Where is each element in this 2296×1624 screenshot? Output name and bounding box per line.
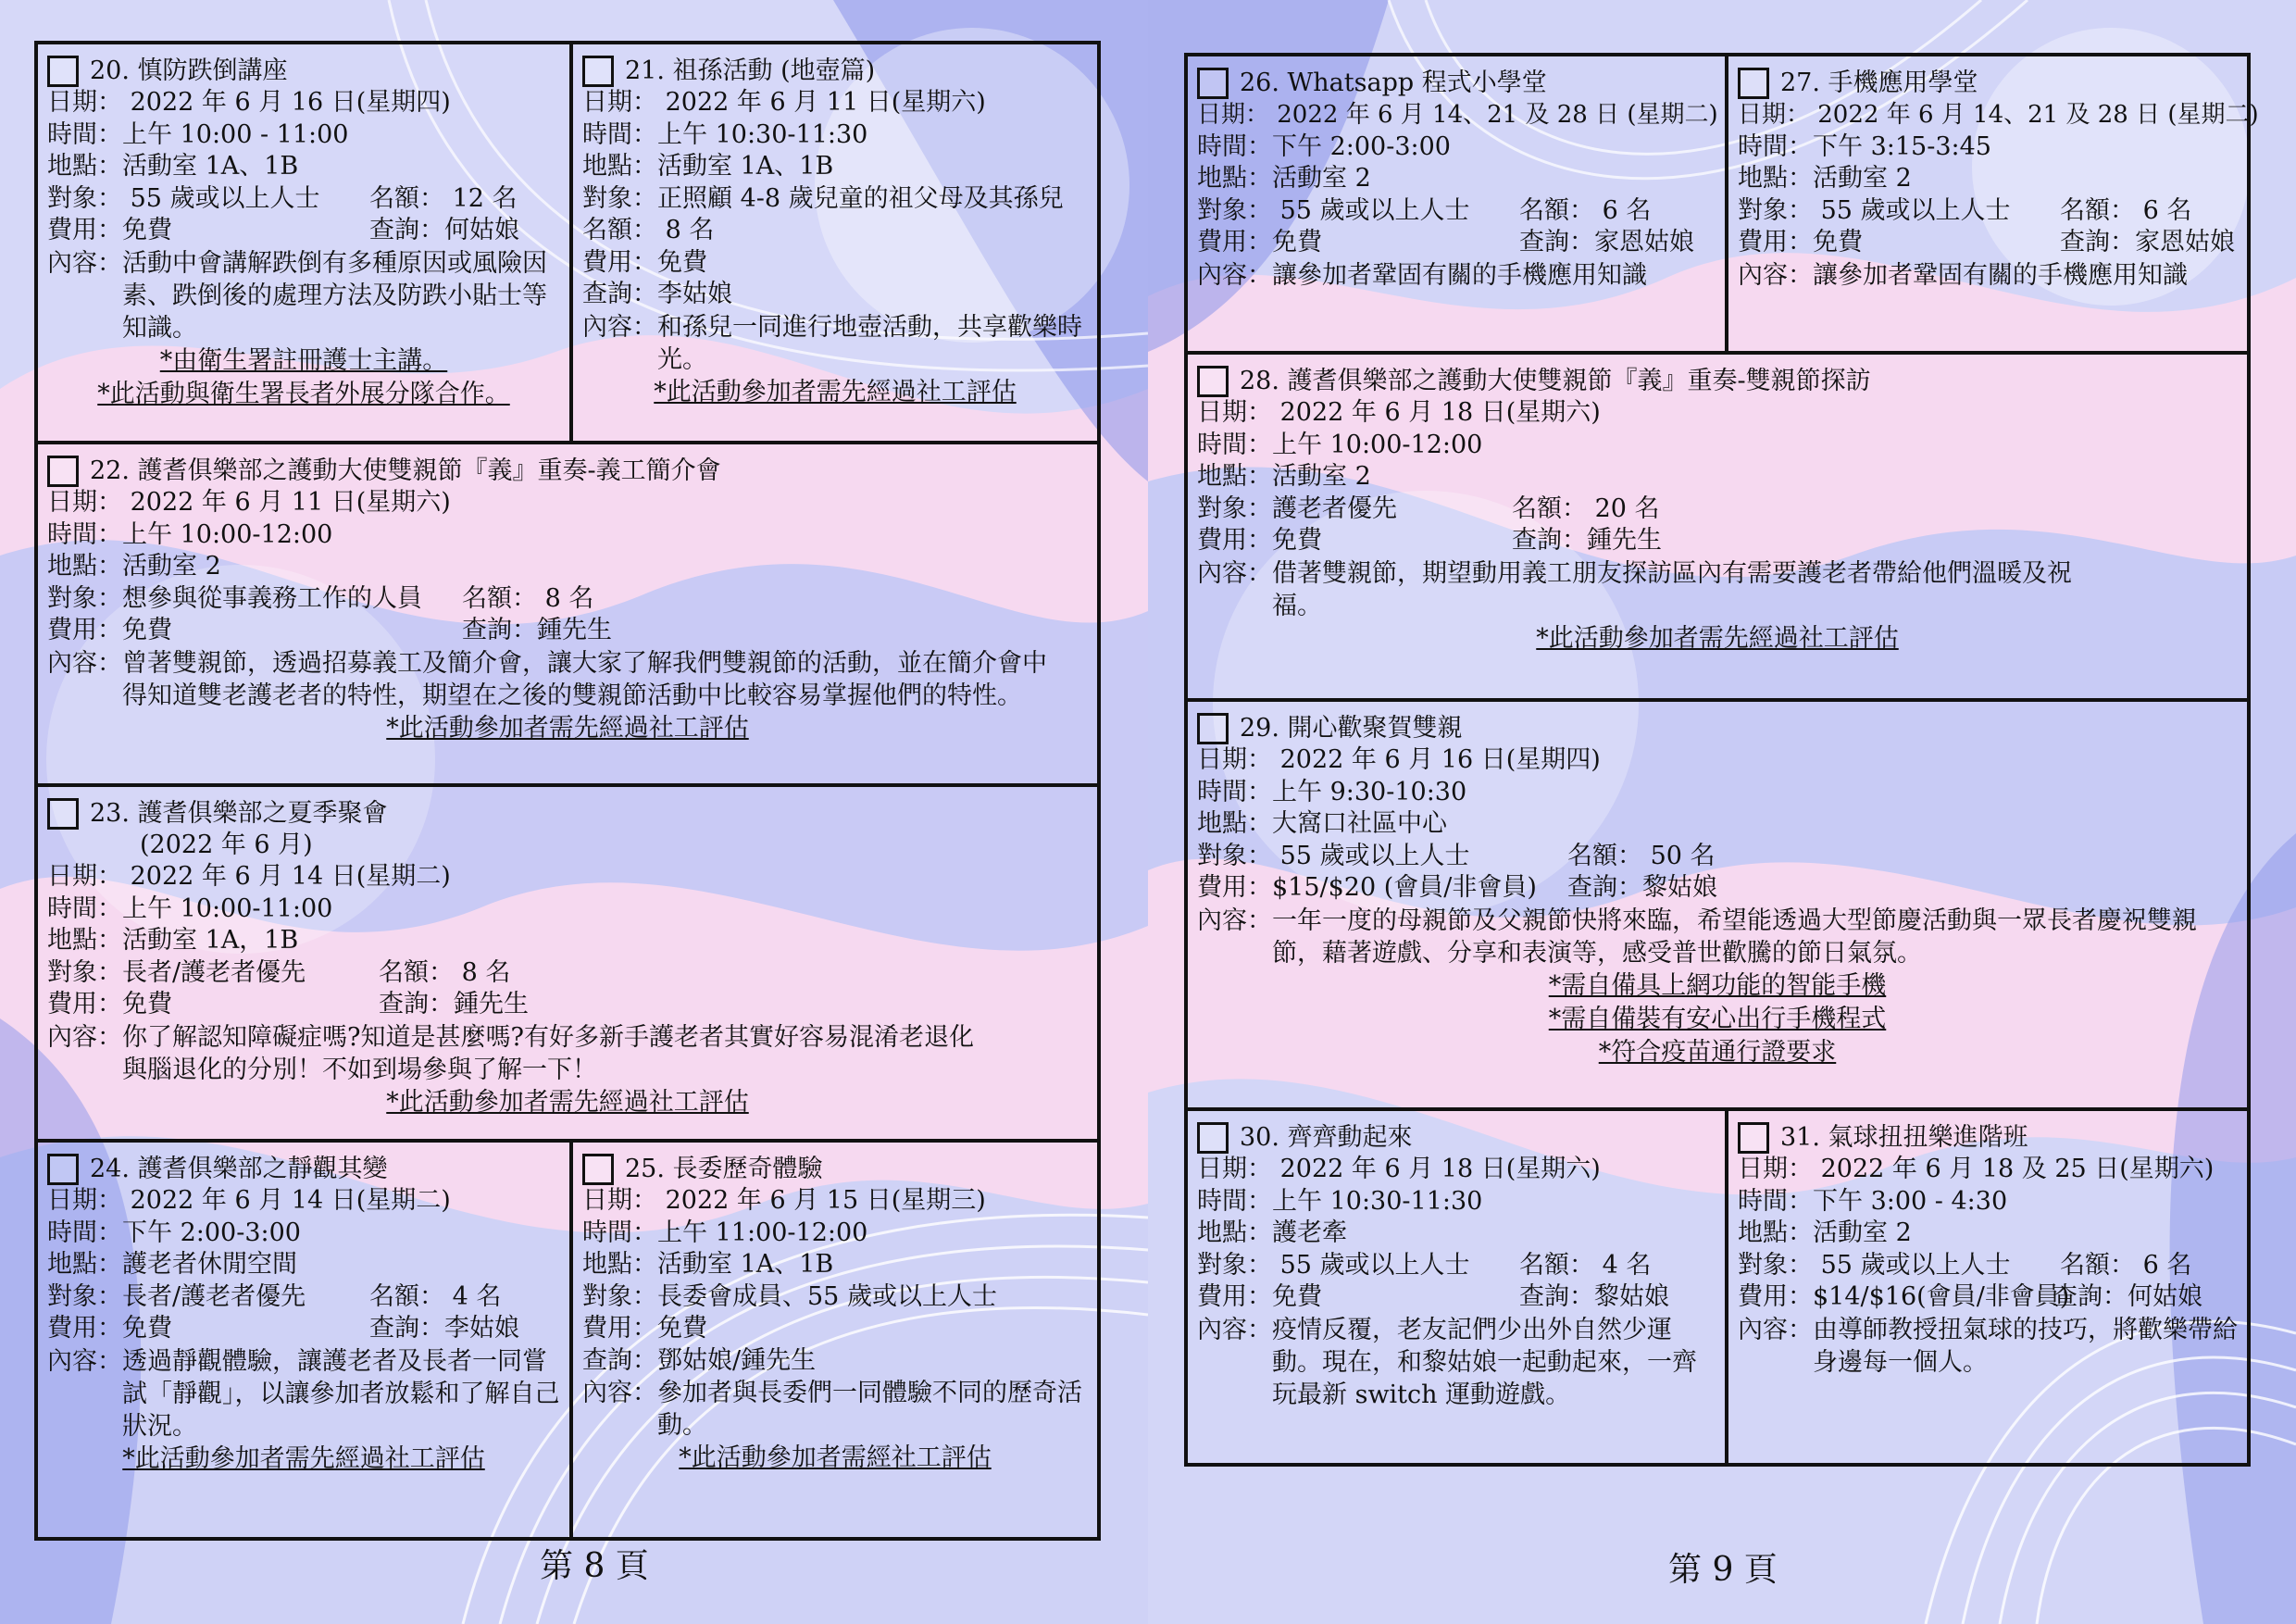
activity-31-checkbox[interactable] xyxy=(1738,1122,1769,1154)
activity-target: 對象：長者/護老者優先 xyxy=(47,957,306,987)
activity-date: 日期： 2022 年 6 月 16 日(星期四) xyxy=(1197,745,1601,774)
activity-27-checkbox[interactable] xyxy=(1738,68,1769,99)
activity-fee: 費用：免費 xyxy=(1197,228,1322,256)
activity-27 xyxy=(1725,56,2259,351)
activity-time: 時間：下午 2:00-3:00 xyxy=(1197,131,1451,161)
activity-date: 日期： 2022 年 6 月 18 日(星期六) xyxy=(1197,398,1601,427)
content-label: 內容： xyxy=(1738,260,1813,290)
activity-fee: 費用：免費 xyxy=(582,1314,707,1343)
activity-28 xyxy=(1188,351,2247,698)
activity-date: 日期： 2022 年 6 月 11 日(星期六) xyxy=(47,488,451,517)
activity-29 xyxy=(1188,698,2247,1107)
activity-venue: 地點：活動室 1A，1B xyxy=(47,926,299,955)
note-text: *此活動參加者需經社工評估 xyxy=(679,1443,992,1472)
activity-note xyxy=(1197,1003,2238,1036)
activity-note xyxy=(582,376,1088,409)
activity-enquiry: 查詢：李姑娘 xyxy=(582,280,732,308)
note-text: *由衛生署註冊護士主講。 xyxy=(159,345,448,375)
activity-target: 對象： 55 歲或以上人士 xyxy=(1197,1250,1470,1280)
activity-venue: 地點：活動室 2 xyxy=(47,552,221,581)
activity-title: 27. 手機應用學堂 xyxy=(1780,69,1978,97)
activity-title: 20. 慎防跌倒講座 xyxy=(90,56,288,85)
activity-target: 對象： 55 歲或以上人士 xyxy=(1738,195,2011,225)
activity-venue: 地點：活動室 2 xyxy=(1197,164,1371,193)
activity-enquiry: 查詢：何姑娘 xyxy=(2053,1282,2202,1311)
activity-26-checkbox[interactable] xyxy=(1197,68,1229,99)
activity-29-checkbox[interactable] xyxy=(1197,713,1229,744)
activity-enquiry: 查詢：李姑娘 xyxy=(369,1314,519,1343)
activity-venue: 地點：活動室 1A、1B xyxy=(47,152,299,181)
activity-date: 日期： 2022 年 6 月 14、21 及 28 日 (星期二) xyxy=(1197,101,1718,129)
activity-note xyxy=(1197,622,2238,656)
activity-fee: 費用：免費 xyxy=(1197,526,1322,555)
activity-target: 對象：長者/護老者優先 xyxy=(47,1281,306,1311)
activity-venue: 地點：活動室 2 xyxy=(1197,462,1371,491)
activity-title: 31. 氣球扭扭樂進階班 xyxy=(1780,1123,2028,1152)
activity-venue: 地點：護老者休閒空間 xyxy=(47,1250,297,1279)
activity-date: 日期： 2022 年 6 月 16 日(星期四) xyxy=(47,88,451,117)
activity-note xyxy=(47,712,1088,745)
activity-30 xyxy=(1188,1107,1725,1463)
activity-24 xyxy=(38,1139,569,1537)
activity-title: 30. 齊齊動起來 xyxy=(1240,1123,1413,1152)
page-9 xyxy=(1148,0,2296,1624)
note-text: *此活動參加者需先經過社工評估 xyxy=(122,1443,485,1473)
activity-22-checkbox[interactable] xyxy=(47,456,79,487)
activity-venue: 地點：活動室 2 xyxy=(1738,1218,1912,1247)
activity-enquiry: 查詢：黎姑娘 xyxy=(1519,1282,1669,1311)
activity-quota: 名額： 8 名 xyxy=(462,583,594,613)
activity-22 xyxy=(38,441,1097,783)
activity-enquiry: 查詢：家恩姑娘 xyxy=(1519,228,1694,256)
activity-30-checkbox[interactable] xyxy=(1197,1122,1229,1154)
activity-content: 由導師教授扭氣球的技巧，將歡樂帶給身邊每一個人。 xyxy=(1813,1315,2238,1377)
activity-venue: 地點：活動室 1A、1B xyxy=(582,152,834,181)
activity-time: 時間：下午 3:00 - 4:30 xyxy=(1738,1186,2008,1216)
activity-content: 疫情反覆，老友記們少出外自然少運動。現在，和黎姑娘一起動起來，一齊玩最新 switch 運動遊戲。 xyxy=(1272,1315,1697,1409)
activity-time: 時間：上午 11:00-12:00 xyxy=(582,1218,868,1247)
content-label: 內容： xyxy=(582,1379,657,1407)
note-text: *此活動參加者需先經過社工評估 xyxy=(386,713,749,743)
activity-enquiry: 查詢：鄧姑娘/鍾先生 xyxy=(582,1345,817,1375)
activity-fee: 費用：免費 xyxy=(47,990,172,1018)
activity-title: 22. 護耆俱樂部之護動大使雙親節『義』重奏-義工簡介會 xyxy=(90,456,721,485)
activity-note xyxy=(47,344,560,378)
activity-note xyxy=(47,1443,560,1476)
content-label: 內容： xyxy=(1197,260,1272,290)
activity-time: 時間：上午 10:00-12:00 xyxy=(1197,430,1483,459)
activity-fee: 費用：免費 xyxy=(1738,228,1863,256)
activity-quota: 名額： 12 名 xyxy=(369,183,518,213)
activity-target: 對象： 55 歲或以上人士 xyxy=(1197,841,1470,870)
activity-content: 透過靜觀體驗，讓護老者及長者一同嘗試「靜觀」，以讓參加者放鬆和了解自己狀況。 xyxy=(122,1346,560,1441)
activity-date: 日期： 2022 年 6 月 14、21 及 28 日 (星期二) xyxy=(1738,101,2259,129)
activity-content: 曾著雙親節，透過招募義工及簡介會，讓大家了解我們雙親節的活動，並在簡介會中得知道雙老護老者的特性，期望在之後的雙親節活動中比較容易掌握他們的特性。 xyxy=(122,648,1047,710)
activity-enquiry: 查詢：鍾先生 xyxy=(379,990,529,1018)
activity-time: 時間：上午 10:00-11:00 xyxy=(47,893,333,923)
activity-target: 對象： 55 歲或以上人士 xyxy=(1738,1250,2011,1280)
activity-venue: 地點：活動室 2 xyxy=(1738,164,1912,193)
activity-title: 21. 祖孫活動 (地壺篇) xyxy=(625,56,876,85)
activity-title: 28. 護耆俱樂部之護動大使雙親節『義』重奏-雙親節探訪 xyxy=(1240,367,1871,395)
note-text: *此活動參加者需先經過社工評估 xyxy=(1536,623,1899,653)
content-label: 內容： xyxy=(1197,558,1272,588)
activity-subtitle: (2022 年 6 月) xyxy=(140,831,313,859)
activity-title: 24. 護耆俱樂部之靜觀其變 xyxy=(90,1155,388,1183)
activity-venue: 地點：活動室 1A、1B xyxy=(582,1250,834,1279)
activity-content: 和孫兒一同進行地壺活動，共享歡樂時光。 xyxy=(657,312,1082,374)
activity-date: 日期： 2022 年 6 月 18 及 25 日(星期六) xyxy=(1738,1155,2215,1183)
activity-21-checkbox[interactable] xyxy=(582,56,614,87)
activity-content: 讓參加者鞏固有關的手機應用知識 xyxy=(1813,260,2188,290)
activity-content: 參加者與長委們一同體驗不同的歷奇活動。 xyxy=(657,1379,1082,1440)
activity-title: 23. 護耆俱樂部之夏季聚會 xyxy=(90,799,388,828)
activity-21 xyxy=(569,44,1097,441)
activity-title: 25. 長委歷奇體驗 xyxy=(625,1155,823,1183)
activity-title: 26. Whatsapp 程式小學堂 xyxy=(1240,69,1547,97)
activity-quota: 名額： 6 名 xyxy=(2060,1250,2192,1280)
activity-date: 日期： 2022 年 6 月 15 日(星期三) xyxy=(582,1186,986,1215)
activity-time: 時間：上午 10:30-11:30 xyxy=(582,119,868,149)
activity-time: 時間：上午 10:00-12:00 xyxy=(47,519,333,549)
activity-content: 讓參加者鞏固有關的手機應用知識 xyxy=(1272,260,1647,290)
content-label: 內容： xyxy=(47,1022,122,1052)
note-text: *此活動參加者需先經過社工評估 xyxy=(654,377,1017,406)
activity-target: 對象： 55 歲或以上人士 xyxy=(47,183,320,213)
note-text: *需自備具上網功能的智能手機 xyxy=(1548,970,1887,1000)
activity-enquiry: 查詢：家恩姑娘 xyxy=(2060,228,2235,256)
content-label: 內容： xyxy=(1197,906,1272,935)
activity-fee: 費用：免費 xyxy=(582,247,707,277)
activity-time: 時間：下午 2:00-3:00 xyxy=(47,1218,301,1247)
activity-date: 日期： 2022 年 6 月 14 日(星期二) xyxy=(47,1186,451,1215)
activity-title: 29. 開心歡聚賀雙親 xyxy=(1240,714,1463,743)
activity-fee: 費用：免費 xyxy=(1197,1282,1322,1311)
activity-fee: 費用：$15/$20 (會員/非會員) xyxy=(1197,873,1537,902)
activity-25-checkbox[interactable] xyxy=(582,1154,614,1185)
activity-20 xyxy=(38,44,569,441)
activity-quota: 名額： 6 名 xyxy=(2060,195,2192,225)
content-label: 內容： xyxy=(1197,1315,1272,1344)
activity-grid xyxy=(1184,53,2259,1467)
activity-content: 一年一度的母親節及父親節快將來臨，希望能透過大型節慶活動與一眾長者慶祝雙親節，藉著遊戲、分享和表演等，感受普世歡騰的節日氣氛。 xyxy=(1272,906,2197,968)
activity-25 xyxy=(569,1139,1097,1537)
activity-quota: 名額： 4 名 xyxy=(369,1281,502,1311)
activity-time: 時間：上午 10:30-11:30 xyxy=(1197,1186,1483,1216)
activity-23 xyxy=(38,783,1097,1139)
activity-enquiry: 查詢：鍾先生 xyxy=(462,616,612,644)
activity-note xyxy=(47,1086,1088,1119)
activity-time: 時間：上午 9:30-10:30 xyxy=(1197,777,1467,806)
activity-26 xyxy=(1188,56,1725,351)
content-label: 內容： xyxy=(1738,1315,1813,1344)
activity-content: 活動中會講解跌倒有多種原因或風險因素、跌倒後的處理方法及防跌小貼士等知識。 xyxy=(122,248,547,343)
content-label: 內容： xyxy=(582,312,657,342)
activity-fee: 費用：免費 xyxy=(47,616,172,644)
activity-31 xyxy=(1725,1107,2247,1463)
activity-enquiry: 查詢：黎姑娘 xyxy=(1567,873,1717,902)
activity-note xyxy=(1197,1036,2238,1069)
note-text: *需自備裝有安心出行手機程式 xyxy=(1548,1004,1887,1033)
activity-fee: 費用：免費 xyxy=(47,216,172,244)
activity-note xyxy=(47,378,560,411)
note-text: *此活動與衛生署長者外展分隊合作。 xyxy=(97,379,510,408)
activity-content: 借著雙親節，期望動用義工朋友探訪區內有需要護老者帶給他們溫暖及祝福。 xyxy=(1272,558,2072,620)
activity-20-checkbox[interactable] xyxy=(47,56,79,87)
note-text: *符合疫苗通行證要求 xyxy=(1598,1037,1837,1067)
content-label: 內容： xyxy=(47,648,122,678)
activity-target: 對象：想參與從事義務工作的人員 xyxy=(47,583,422,613)
activity-24-checkbox[interactable] xyxy=(47,1154,79,1185)
activity-quota: 名額： 8 名 xyxy=(582,216,715,244)
activity-fee: 費用：$14/$16(會員/非會員) xyxy=(1738,1282,2070,1311)
content-label: 內容： xyxy=(47,1346,122,1376)
activity-date: 日期： 2022 年 6 月 14 日(星期二) xyxy=(47,862,451,891)
activity-enquiry: 查詢：何姑娘 xyxy=(369,216,519,244)
note-text: *此活動參加者需先經過社工評估 xyxy=(386,1087,749,1117)
activity-quota: 名額： 20 名 xyxy=(1512,493,1660,523)
activity-content: 你了解認知障礙症嗎?知道是甚麼嗎?有好多新手護老者其實好容易混淆老退化與腦退化的分別！不如到場參與了解一下！ xyxy=(122,1022,974,1084)
activity-note xyxy=(582,1442,1088,1475)
content-label: 內容： xyxy=(47,248,122,278)
activity-enquiry: 查詢：鍾先生 xyxy=(1512,526,1662,555)
activity-quota: 名額： 6 名 xyxy=(1519,195,1652,225)
activity-28-checkbox[interactable] xyxy=(1197,366,1229,397)
activity-quota: 名額： 50 名 xyxy=(1567,841,1716,870)
activity-quota: 名額： 4 名 xyxy=(1519,1250,1652,1280)
activity-time: 時間：下午 3:15-3:45 xyxy=(1738,131,1991,161)
activity-target: 對象： 55 歲或以上人士 xyxy=(1197,195,1470,225)
activity-time: 時間：上午 10:00 - 11:00 xyxy=(47,119,349,149)
activity-date: 日期： 2022 年 6 月 11 日(星期六) xyxy=(582,88,986,117)
activity-fee: 費用：免費 xyxy=(47,1314,172,1343)
activity-quota: 名額： 8 名 xyxy=(379,957,511,987)
activity-venue: 地點：護老牽 xyxy=(1197,1218,1347,1247)
activity-venue: 地點：大窩口社區中心 xyxy=(1197,809,1447,838)
activity-date: 日期： 2022 年 6 月 18 日(星期六) xyxy=(1197,1155,1601,1183)
activity-23-checkbox[interactable] xyxy=(47,798,79,830)
activity-note xyxy=(1197,969,2238,1003)
activity-target: 對象：長委會成員、55 歲或以上人士 xyxy=(582,1281,997,1311)
activity-grid xyxy=(34,41,1101,1541)
activity-target: 對象：護老者優先 xyxy=(1197,493,1397,523)
activity-target: 對象：正照顧 4-8 歲兒童的祖父母及其孫兒 xyxy=(582,183,1064,213)
page-number: 第 9 頁 xyxy=(1668,1551,1778,1589)
page-number: 第 8 頁 xyxy=(540,1547,649,1585)
